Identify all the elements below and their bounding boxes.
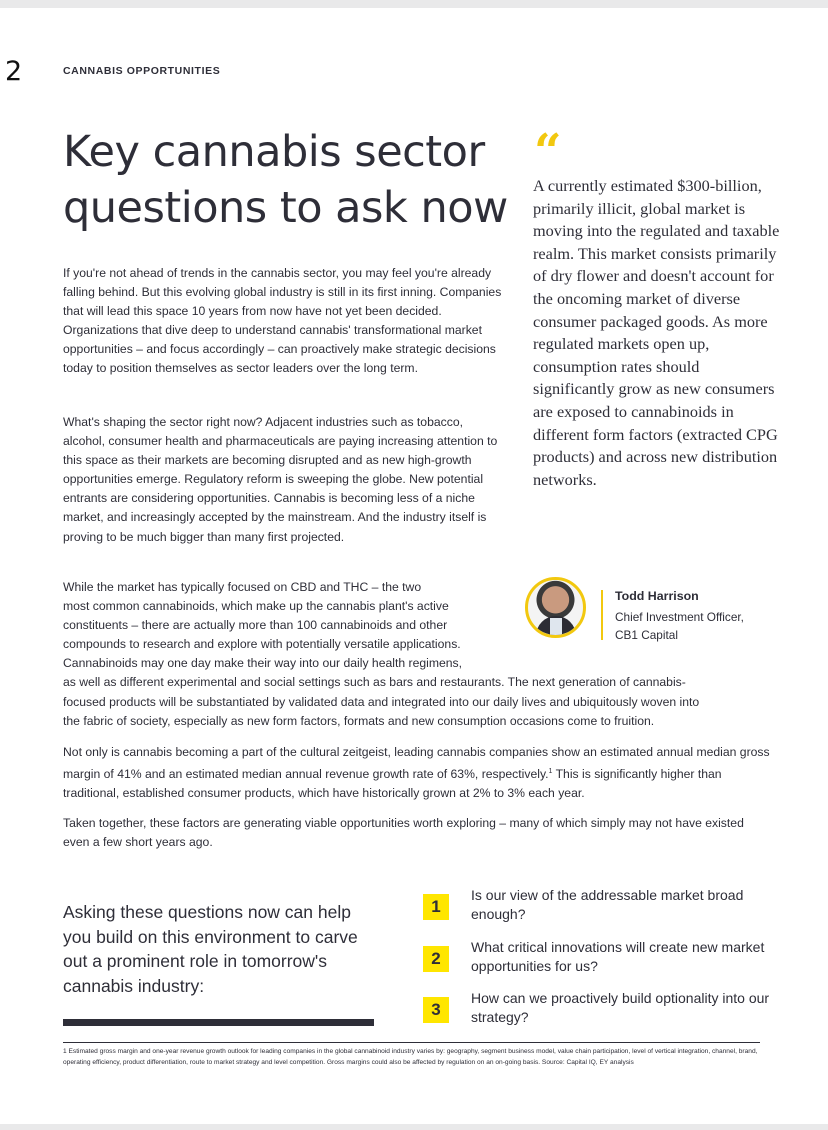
footnote-ref[interactable]: 1 <box>548 768 553 776</box>
footnote-rule <box>63 1042 760 1043</box>
paragraph-line: While the market has typically focused on CBD and THC – the two <box>63 580 422 594</box>
paragraph-line: compounds to research and explore with potentially versatile applications. <box>63 637 461 652</box>
paragraph-text: This is significantly higher than traditional, established consumer products, which have historically grown at 2% to 3% each year. <box>63 767 722 801</box>
paragraph-line: as well as different experimental and social settings such as bars and restaurants. The next generation of cannabis- <box>63 675 686 690</box>
paragraph-line: most common cannabinoids, which make up the cannabis plant's active <box>63 599 449 614</box>
author-company: CB1 Capital <box>615 628 678 642</box>
paragraph-line: focused products will be substantiated by validated data and integrated into our daily lives and ubiquitously woven into <box>63 694 700 709</box>
author-name: Todd Harrison <box>615 589 699 603</box>
page-title: Key cannabis sector questions to ask now <box>63 127 508 233</box>
paragraph-text: If you're not ahead of trends in the cannabis sector, you may feel you're already falling behind. But this evolving global industry is still in its first inning. Companies that will lead this space 10 years from now have not yet been decided. Organizations that dive deep to understand cannabis' transformational market opportunities – and focus accordingly – can proactively make strategic decisions today to position themselves as sector leaders over the long term. <box>63 266 502 376</box>
question-text: Is our view of the addressable market broad enough? <box>471 887 744 922</box>
paragraph-line: constituents – there are actually more than 100 cannabinoids and other <box>63 618 448 633</box>
paragraph-line: Cannabinoids may one day make their way into our daily health regimens, <box>63 656 463 671</box>
document-page <box>0 8 828 1124</box>
paragraph-text: Not only is cannabis becoming a part of the cultural zeitgeist, leading cannabis companies show an estimated annual median gross margin of 41% and an estimated median annual revenue growth rate of 63%, respectively. <box>63 745 770 782</box>
quote-mark-icon: “ <box>534 124 562 180</box>
paragraph-line: the fabric of society, especially as new form factors, formats and new consumption occasions come to fruition. <box>63 713 655 728</box>
author-title <box>615 608 744 644</box>
paragraph-text: What's shaping the sector right now? Adjacent industries such as tobacco, alcohol, consumer health and pharmaceuticals are paying increasing attention to this space as their markets are becoming disrupted and as new high-growth opportunities emerge. Regulatory reform is sweeping the globe. New potential entrants are considering opportunities. Cannabis is becoming less of a niche market, and increasingly accepted by the mainstream. And the industry itself is proving to be much bigger than many first projected. <box>63 415 498 544</box>
body-paragraph-2 <box>63 413 503 547</box>
pull-quote-text: A currently estimated $300-billion, primarily illicit, global market is moving into the regulated and taxable realm. This market consists primarily of dry flower and doesn't account for the oncoming market of diverse consumer packaged goods. As more regulated markets open up, consumption rates should significantly grow as new consumers are exposed to cannabinoids in different form factors (extracted CPG products) and across new distribution networks. <box>533 176 780 489</box>
question-number-badge: 2 <box>423 946 449 972</box>
footnote: 1 Estimated gross margin and one-year revenue growth outlook for leading companies in the global cannabinoid industry varies by: geography, segment business model, value chain participation, level of vertical integration, channel, brand, operating efficiency, product differentiation, route to market strategy and level competition. Gross margins could also be affected by regulation on an on-going basis. Source: Capital IQ, EY analysis <box>63 1048 758 1066</box>
question-number-badge: 3 <box>423 997 449 1023</box>
body-paragraph-4 <box>63 743 773 803</box>
paragraph-text: Taken together, these factors are generating viable opportunities worth exploring – many of which simply may not have existed even a few short years ago. <box>63 816 744 850</box>
question-text: What critical innovations will create new market opportunities for us? <box>471 939 765 974</box>
body-paragraph-5 <box>63 814 763 852</box>
author-role: Chief Investment Officer, <box>615 610 744 624</box>
section-label: CANNABIS OPPORTUNITIES <box>63 65 221 77</box>
question-text: How can we proactively build optionality into our strategy? <box>471 990 770 1025</box>
page-number: 2 <box>5 56 23 87</box>
callout-underline <box>63 1019 374 1026</box>
author-avatar <box>525 577 586 638</box>
question-number-badge: 1 <box>423 894 449 920</box>
body-paragraph-1 <box>63 264 503 379</box>
author-divider <box>601 590 603 640</box>
callout-text: Asking these questions now can help you build on this environment to carve out a prominent role in tomorrow's cannabis industry: <box>63 902 358 996</box>
avatar-shirt-shape <box>550 618 562 638</box>
